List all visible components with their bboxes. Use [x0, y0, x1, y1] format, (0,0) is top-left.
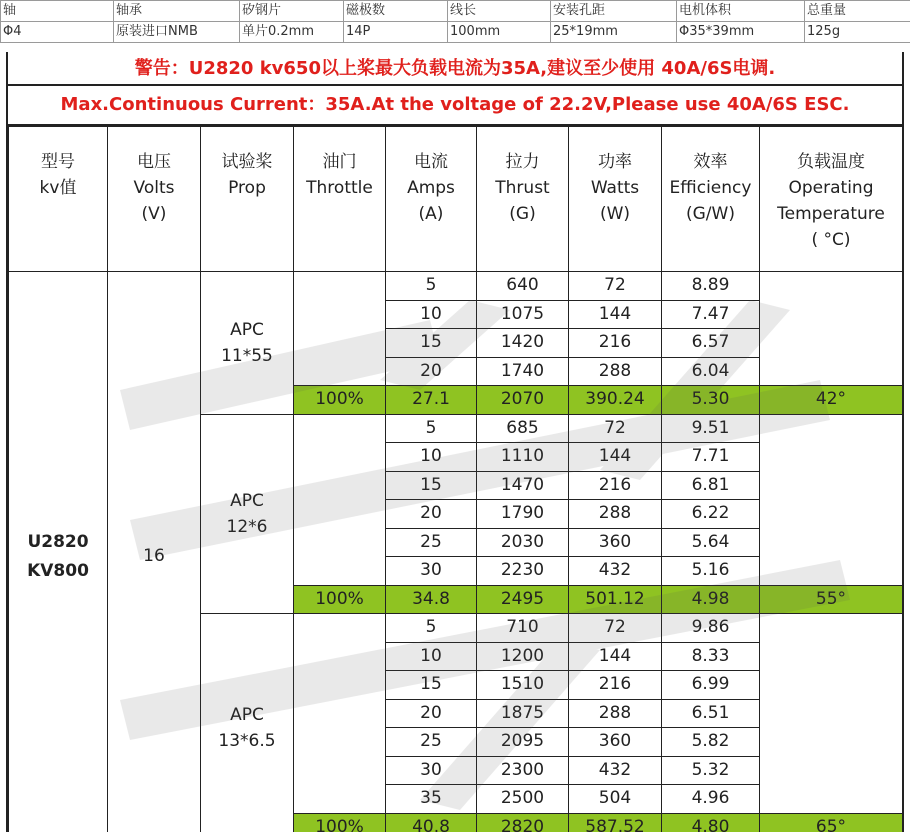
- col-label: (G): [509, 204, 535, 224]
- watts-cell: 288: [569, 357, 662, 386]
- model-cell: [9, 272, 108, 832]
- watts-cell: 360: [569, 728, 662, 757]
- col-temperature: [760, 127, 903, 272]
- col-label: 油门: [323, 152, 357, 172]
- watts-cell: 216: [569, 671, 662, 700]
- amps-cell: 15: [386, 471, 477, 500]
- amps-cell: 35: [386, 785, 477, 814]
- prop-size: 13*6.5: [218, 731, 275, 751]
- spec-value: 100mm: [448, 22, 551, 43]
- spec-value: 125g: [805, 22, 910, 43]
- thrust-cell: 2820: [477, 813, 569, 832]
- col-label: Watts: [591, 178, 639, 198]
- amps-cell: 15: [386, 671, 477, 700]
- col-label: Efficiency: [670, 178, 752, 198]
- efficiency-cell: 8.89: [662, 272, 760, 301]
- amps-cell: 20: [386, 699, 477, 728]
- col-label: (G/W): [686, 204, 735, 224]
- amps-cell: 15: [386, 329, 477, 358]
- table-row: [9, 272, 903, 301]
- prop-brand: APC: [230, 491, 264, 511]
- warning-english: Max.Continuous Current：35A.At the voltage of 22.2V,Please use 40A/6S ESC.: [8, 86, 902, 126]
- col-label: 电压: [137, 152, 171, 172]
- throttle-cell: 100%: [294, 585, 386, 614]
- watts-cell: 360: [569, 528, 662, 557]
- col-model: [9, 127, 108, 272]
- thrust-cell: 1790: [477, 500, 569, 529]
- efficiency-cell: 6.04: [662, 357, 760, 386]
- temperature-cell: 42°: [760, 386, 903, 415]
- spec-header: 总重量: [805, 1, 910, 22]
- thrust-cell: 2230: [477, 557, 569, 586]
- watts-cell: 144: [569, 443, 662, 472]
- warning-chinese: 警告：U2820 kv650以上桨最大负载电流为35A,建议至少使用 40A/6S电调.: [8, 52, 902, 86]
- amps-cell: 40.8: [386, 813, 477, 832]
- col-label: 试验桨: [222, 152, 273, 172]
- prop-cell: [201, 272, 294, 415]
- spec-header: 线长: [448, 1, 551, 22]
- amps-cell: 34.8: [386, 585, 477, 614]
- temperature-cell: [760, 614, 903, 814]
- amps-cell: 10: [386, 300, 477, 329]
- spec-value: 原装进口NMB: [114, 22, 240, 43]
- temperature-cell: 65°: [760, 813, 903, 832]
- amps-cell: 20: [386, 357, 477, 386]
- watts-cell: 216: [569, 329, 662, 358]
- spec-header: 安装孔距: [551, 1, 677, 22]
- watts-cell: 432: [569, 557, 662, 586]
- spec-header-row: [1, 1, 910, 22]
- col-label: kv值: [40, 178, 77, 198]
- col-watts: [569, 127, 662, 272]
- prop-cell: [201, 614, 294, 832]
- efficiency-cell: 4.80: [662, 813, 760, 832]
- efficiency-cell: 5.82: [662, 728, 760, 757]
- thrust-cell: 2300: [477, 756, 569, 785]
- thrust-cell: 2500: [477, 785, 569, 814]
- col-amps: [386, 127, 477, 272]
- col-label: Volts: [134, 178, 175, 198]
- col-thrust: [477, 127, 569, 272]
- col-label: (W): [600, 204, 630, 224]
- amps-cell: 25: [386, 728, 477, 757]
- col-label: ( °C): [811, 230, 850, 250]
- thrust-cell: 2030: [477, 528, 569, 557]
- thrust-cell: 1740: [477, 357, 569, 386]
- thrust-cell: 2070: [477, 386, 569, 415]
- col-label: 拉力: [506, 152, 540, 172]
- thrust-cell: 685: [477, 414, 569, 443]
- efficiency-cell: 4.96: [662, 785, 760, 814]
- throttle-cell: 100%: [294, 813, 386, 832]
- col-label: Operating: [789, 178, 874, 198]
- table-body: [9, 272, 903, 832]
- thrust-cell: 1875: [477, 699, 569, 728]
- model-kv: KV800: [27, 561, 89, 581]
- col-label: 负载温度: [797, 152, 865, 172]
- model-name: U2820: [27, 532, 88, 552]
- throttle-cell: 100%: [294, 386, 386, 415]
- thrust-cell: 640: [477, 272, 569, 301]
- col-label: (A): [419, 204, 444, 224]
- efficiency-cell: 6.57: [662, 329, 760, 358]
- thrust-cell: 710: [477, 614, 569, 643]
- watts-cell: 216: [569, 471, 662, 500]
- watts-cell: 504: [569, 785, 662, 814]
- col-throttle: [294, 127, 386, 272]
- amps-cell: 10: [386, 443, 477, 472]
- amps-cell: 20: [386, 500, 477, 529]
- thrust-cell: 1510: [477, 671, 569, 700]
- col-label: Prop: [228, 178, 266, 198]
- efficiency-cell: 6.22: [662, 500, 760, 529]
- temperature-cell: [760, 272, 903, 386]
- spec-header: 矽钢片: [240, 1, 344, 22]
- efficiency-cell: 6.99: [662, 671, 760, 700]
- amps-cell: 30: [386, 557, 477, 586]
- col-label: 功率: [598, 152, 632, 172]
- thrust-cell: 1200: [477, 642, 569, 671]
- col-label: Temperature: [777, 204, 885, 224]
- watts-cell: 288: [569, 500, 662, 529]
- prop-size: 11*55: [221, 346, 273, 366]
- efficiency-cell: 7.71: [662, 443, 760, 472]
- prop-cell: [201, 414, 294, 614]
- col-label: 电流: [414, 152, 448, 172]
- temperature-cell: 55°: [760, 585, 903, 614]
- col-label: Amps: [407, 178, 455, 198]
- watts-cell: 587.52: [569, 813, 662, 832]
- throttle-cell: [294, 272, 386, 386]
- efficiency-cell: 5.30: [662, 386, 760, 415]
- spec-value: 25*19mm: [551, 22, 677, 43]
- spec-header: 轴承: [114, 1, 240, 22]
- watts-cell: 432: [569, 756, 662, 785]
- performance-table: [8, 126, 903, 832]
- spec-header: 电机体积: [677, 1, 805, 22]
- efficiency-cell: 6.81: [662, 471, 760, 500]
- performance-panel: [6, 52, 904, 832]
- spec-value-row: [1, 22, 910, 43]
- thrust-cell: 1110: [477, 443, 569, 472]
- amps-cell: 10: [386, 642, 477, 671]
- spec-header: 磁极数: [344, 1, 448, 22]
- efficiency-cell: 9.86: [662, 614, 760, 643]
- thrust-cell: 2095: [477, 728, 569, 757]
- amps-cell: 5: [386, 272, 477, 301]
- volts-cell: 16: [108, 272, 201, 832]
- watts-cell: 390.24: [569, 386, 662, 415]
- amps-cell: 5: [386, 614, 477, 643]
- col-prop: [201, 127, 294, 272]
- efficiency-cell: 9.51: [662, 414, 760, 443]
- watts-cell: 288: [569, 699, 662, 728]
- header-row: [9, 127, 903, 272]
- amps-cell: 5: [386, 414, 477, 443]
- col-label: 型号: [41, 152, 75, 172]
- spec-value: 单片0.2mm: [240, 22, 344, 43]
- spec-table: [0, 0, 910, 43]
- temperature-cell: [760, 414, 903, 585]
- efficiency-cell: 8.33: [662, 642, 760, 671]
- col-volts: [108, 127, 201, 272]
- col-label: Throttle: [306, 178, 373, 198]
- throttle-cell: [294, 614, 386, 814]
- watts-cell: 501.12: [569, 585, 662, 614]
- prop-brand: APC: [230, 320, 264, 340]
- spec-value: Φ35*39mm: [677, 22, 805, 43]
- efficiency-cell: 6.51: [662, 699, 760, 728]
- efficiency-cell: 5.16: [662, 557, 760, 586]
- efficiency-cell: 5.64: [662, 528, 760, 557]
- efficiency-cell: 4.98: [662, 585, 760, 614]
- prop-brand: APC: [230, 705, 264, 725]
- efficiency-cell: 5.32: [662, 756, 760, 785]
- thrust-cell: 1470: [477, 471, 569, 500]
- watts-cell: 144: [569, 642, 662, 671]
- spec-value: Φ4: [1, 22, 114, 43]
- watts-cell: 72: [569, 614, 662, 643]
- spec-header: 轴: [1, 1, 114, 22]
- throttle-cell: [294, 414, 386, 585]
- watts-cell: 72: [569, 272, 662, 301]
- col-label: Thrust: [495, 178, 549, 198]
- thrust-cell: 1420: [477, 329, 569, 358]
- thrust-cell: 1075: [477, 300, 569, 329]
- efficiency-cell: 7.47: [662, 300, 760, 329]
- spec-value: 14P: [344, 22, 448, 43]
- watts-cell: 72: [569, 414, 662, 443]
- thrust-cell: 2495: [477, 585, 569, 614]
- watts-cell: 144: [569, 300, 662, 329]
- col-label: 效率: [694, 152, 728, 172]
- amps-cell: 25: [386, 528, 477, 557]
- col-efficiency: [662, 127, 760, 272]
- prop-size: 12*6: [227, 517, 268, 537]
- amps-cell: 30: [386, 756, 477, 785]
- col-label: (V): [142, 204, 167, 224]
- amps-cell: 27.1: [386, 386, 477, 415]
